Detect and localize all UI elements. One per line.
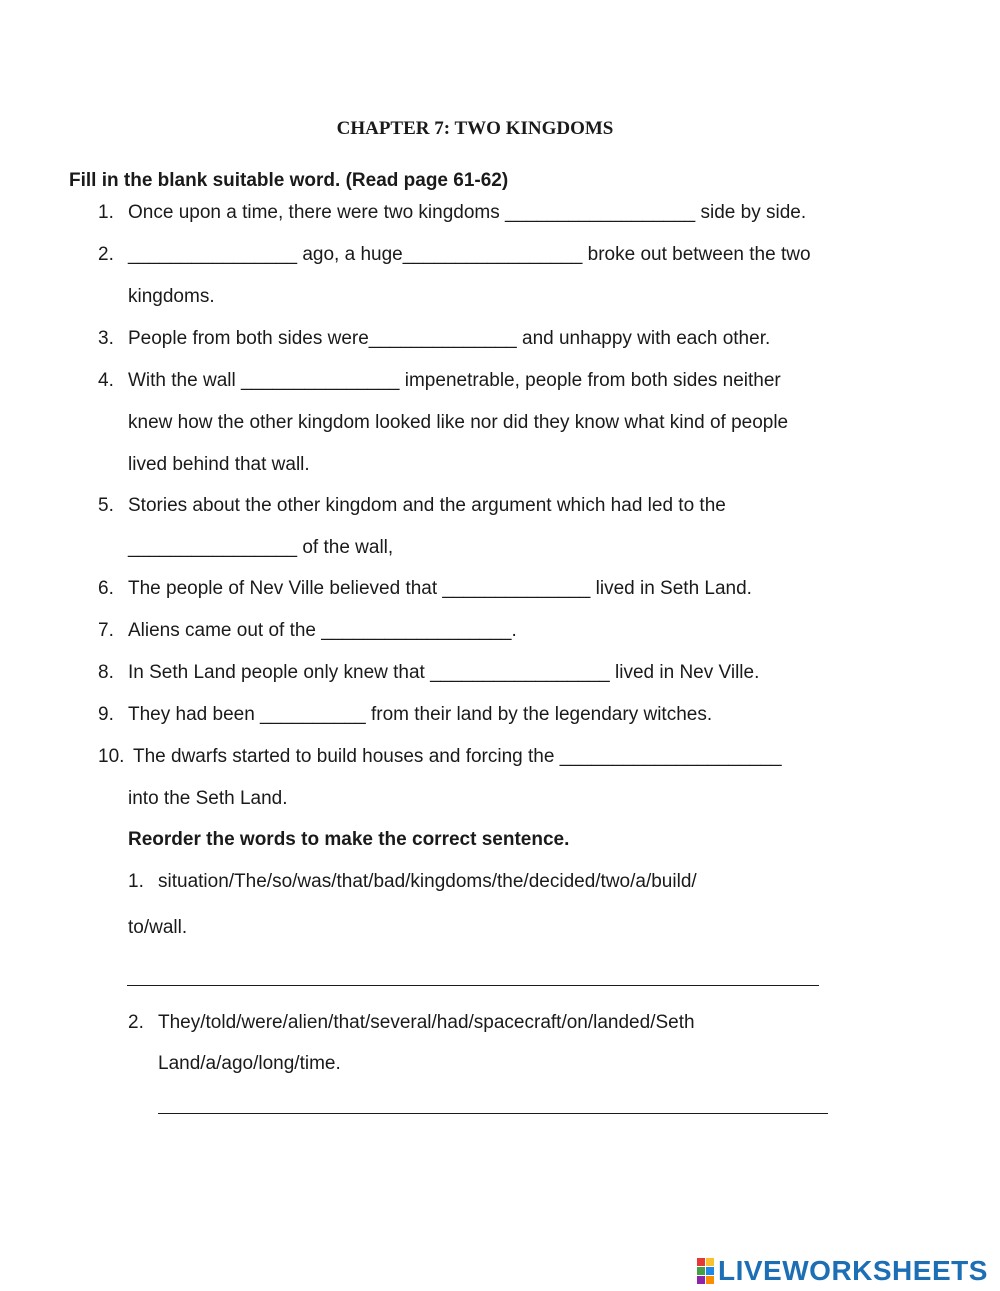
item-number: 10. [98,746,125,767]
item-text: kingdoms. [128,286,215,307]
item-text: In Seth Land people only knew that _________________ lived in Nev Ville. [128,662,760,683]
section-fill-blank-heading: Fill in the blank suitable word. (Read page 61-62) [69,170,509,191]
item-text: knew how the other kingdom looked like nor did they know what kind of people [128,412,789,433]
section-reorder-heading: Reorder the words to make the correct sentence. [128,829,570,850]
logo-text: LIVEWORKSHEETS [718,1255,988,1286]
item-number: 7. [98,620,114,641]
item-text: ________________ of the wall, [128,537,394,558]
item-number: 3. [98,328,114,349]
answer-line[interactable] [127,985,819,986]
item-text: lived behind that wall. [128,454,310,475]
item-text: into the Seth Land. [128,788,288,809]
item-text: Aliens came out of the __________________. [128,620,517,641]
item-number: 4. [98,370,114,391]
answer-line[interactable] [158,1113,828,1114]
item-text: to/wall. [128,917,188,938]
item-number: 2. [98,244,114,265]
item-number: 9. [98,704,114,725]
item-text: situation/The/so/was/that/bad/kingdoms/the/decided/two/a/build/ [158,871,697,892]
logo-blocks-icon [697,1258,714,1284]
item-text: Land/a/ago/long/time. [158,1053,341,1074]
page-title: CHAPTER 7: TWO KINGDOMS [336,118,614,139]
item-text: People from both sides were______________ and unhappy with each other. [128,328,771,349]
item-text: ________________ ago, a huge_________________ broke out between the two [128,244,811,265]
item-text: Stories about the other kingdom and the argument which had led to the [128,495,726,516]
item-text: With the wall _______________ impenetrable, people from both sides neither [128,370,781,391]
item-number: 8. [98,662,114,683]
item-text: The people of Nev Ville believed that ______________ lived in Seth Land. [128,578,752,599]
item-text: They had been __________ from their land by the legendary witches. [128,704,713,725]
item-number: 2. [128,1012,144,1033]
item-text: Once upon a time, there were two kingdoms __________________ side by side. [128,202,807,223]
item-text: They/told/were/alien/that/several/had/spacecraft/on/landed/Seth [158,1012,695,1033]
item-number: 5. [98,495,114,516]
item-number: 1. [98,202,114,223]
item-number: 1. [128,871,144,892]
item-text: The dwarfs started to build houses and forcing the _____________________ [133,746,782,767]
item-number: 6. [98,578,114,599]
liveworksheets-logo [697,1255,988,1287]
